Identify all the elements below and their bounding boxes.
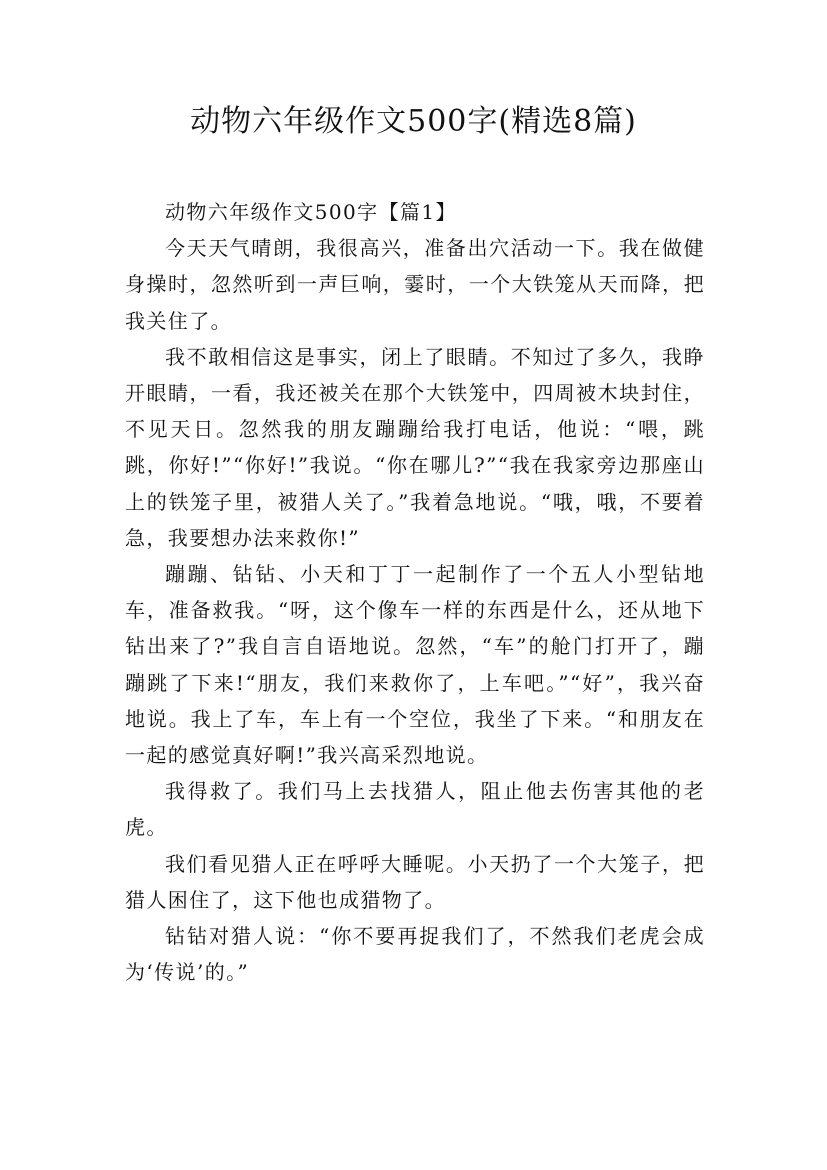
document-body bbox=[125, 194, 705, 990]
paragraph: 我得救了。我们马上去找猎人，阻止他去伤害其他的老虎。 bbox=[125, 779, 705, 840]
paragraph: 我们看见猎人正在呼呼大睡呢。小天扔了一个大笼子，把猎人困住了，这下他也成猎物了。 bbox=[125, 851, 705, 912]
section-heading: 动物六年级作文500字【篇1】 bbox=[165, 200, 457, 224]
document-title: 动物六年级作文500字(精选8篇) bbox=[190, 104, 637, 139]
paragraph: 蹦蹦、钻钻、小天和丁丁一起制作了一个五人小型钻地车，准备救我。“呀，这个像车一样的东西是什么，还从地下钻出来了?”我自言自语地说。忽然，“车”的舱门打开了，蹦蹦跳了下来!“朋友，我们来救你了，上车吧。”“好”，我兴奋地说。我上了车，车上有一个空位，我坐了下来。“和朋友在一起的感觉真好啊!”我兴高采烈地说。 bbox=[125, 562, 705, 768]
paragraph: 我不敢相信这是事实，闭上了眼睛。不知过了多久，我睁开眼睛，一看，我还被关在那个大铁笼中，四周被木块封住，不见天日。忽然我的朋友蹦蹦给我打电话，他说：“喂，跳跳，你好!”“你好!”我说。“你在哪儿?”“我在我家旁边那座山上的铁笼子里，被猎人关了。”我着急地说。“哦，哦，不要着急，我要想办法来救你!” bbox=[125, 344, 705, 550]
paragraph: 钻钻对猎人说：“你不要再捉我们了，不然我们老虎会成为‘传说’的。” bbox=[125, 924, 705, 985]
paragraph: 今天天气晴朗，我很高兴，准备出穴活动一下。我在做健身操时，忽然听到一声巨响，霎时，一个大铁笼从天而降，把我关住了。 bbox=[125, 236, 705, 333]
